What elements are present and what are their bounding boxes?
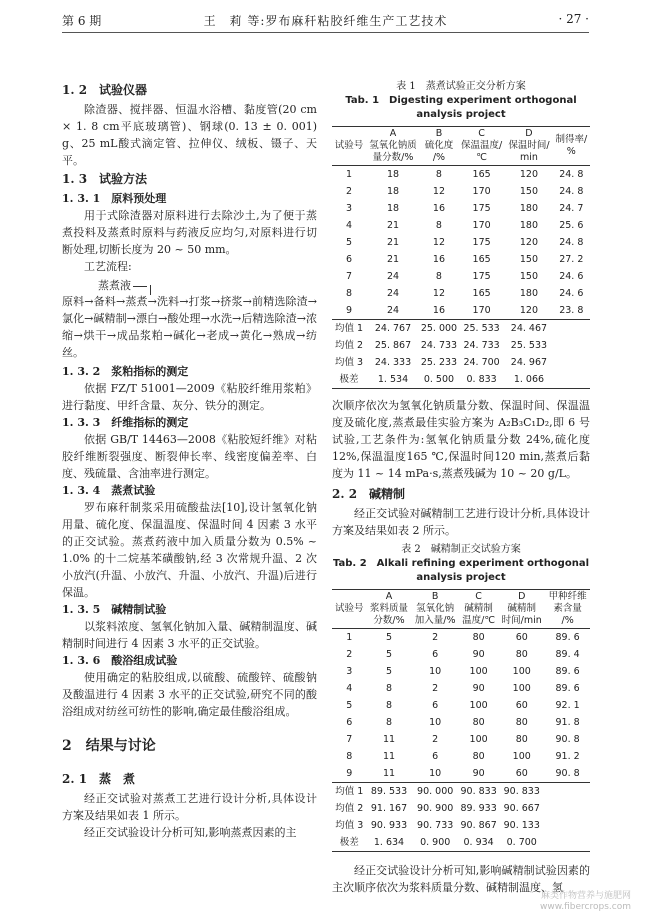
- table-cell: 11: [382, 751, 396, 762]
- table-cell: 120: [519, 169, 538, 180]
- column-header: B 硫化度 /%: [420, 127, 458, 166]
- column-header: A 氢氧化钠质 量分数/%: [366, 127, 420, 166]
- table-cell: 21: [386, 254, 400, 265]
- table-cell: 8: [385, 700, 393, 711]
- table-cell: 8: [385, 717, 393, 728]
- table-cell: [545, 783, 590, 801]
- column-header: 试验号: [332, 590, 367, 629]
- table-cell: 2: [432, 683, 439, 694]
- table-row: [332, 268, 590, 285]
- table-cell: 6: [346, 717, 353, 728]
- table-cell: 0. 500: [420, 371, 458, 389]
- table-cell: 24. 700: [463, 357, 500, 368]
- table-cell: 极差: [332, 371, 366, 389]
- table-row: [332, 697, 590, 714]
- table-cell: 120: [519, 237, 538, 248]
- table-cell: 6: [432, 751, 439, 762]
- table-cell: 89. 533: [367, 783, 412, 801]
- section-1-3-5-heading: 1. 3. 5 碱精制试验: [62, 603, 167, 616]
- column-header: C 保温温度/ ℃: [458, 127, 505, 166]
- table-cell: 均值 3: [334, 357, 364, 368]
- table-row: [332, 166, 590, 184]
- left-column: [62, 80, 317, 841]
- table-cell: 10: [429, 666, 442, 677]
- column-header: D 碱精制 时间/min: [498, 590, 545, 629]
- table-cell: 24. 8: [559, 169, 584, 180]
- table-cell: 90: [472, 649, 485, 660]
- table-cell: 170: [472, 186, 491, 197]
- table-row: [332, 629, 590, 647]
- table-cell: 5: [346, 700, 353, 711]
- table-cell: 92. 1: [555, 700, 580, 711]
- table-cell: 24. 733: [420, 340, 458, 351]
- table-cell: 24. 333: [374, 357, 412, 368]
- watermark-line-1: 麻类作物营养与施肥网: [540, 891, 631, 901]
- table-cell: 8: [435, 271, 442, 282]
- table-cell: 120: [519, 305, 538, 316]
- table-cell: 27. 2: [559, 254, 584, 265]
- right-column: [332, 80, 590, 896]
- article-running-title: 王 莉 等:罗布麻秆粘胶纤维生产工艺技术: [203, 14, 448, 28]
- table-row: [332, 234, 590, 251]
- table-cell: 91. 2: [555, 751, 580, 762]
- table-cell: 2: [432, 632, 439, 643]
- section-2-1-body-1: 经正交试验对蒸煮工艺进行设计分析,具体设计方案及结果如表 1 所示。: [62, 792, 317, 822]
- table-cell: 165: [472, 169, 491, 180]
- table-cell: 175: [472, 237, 491, 248]
- table-cell: 80: [472, 632, 485, 643]
- table-cell: 24. 6: [559, 271, 584, 282]
- table-cell: 180: [519, 203, 538, 214]
- table-cell: 90. 133: [503, 820, 540, 831]
- table-cell: 4: [346, 683, 353, 694]
- summary-row: [332, 371, 590, 389]
- section-2-1-heading: 2. 1 蒸 煮: [62, 772, 136, 786]
- table-cell: [553, 320, 590, 338]
- table-cell: 100: [469, 734, 488, 745]
- table-cell: 175: [472, 271, 491, 282]
- table-cell: 均值 1: [332, 783, 367, 801]
- table-cell: 16: [432, 203, 445, 214]
- table-cell: 2: [432, 734, 439, 745]
- section-1-3-1-heading: 1. 3. 1 原料预处理: [62, 192, 167, 205]
- table-cell: 150: [519, 186, 538, 197]
- table-cell: 165: [472, 254, 491, 265]
- section-1-3-3-heading: 1. 3. 3 纤维指标的测定: [62, 416, 189, 429]
- table-cell: 89. 4: [555, 649, 580, 660]
- table-cell: [545, 800, 590, 817]
- section-2-2-body: 经正交试验对碱精制工艺进行设计分析,具体设计方案及结果如表 2 所示。: [332, 507, 590, 537]
- table-cell: 12: [432, 288, 445, 299]
- table-cell: 90: [472, 768, 485, 779]
- table-cell: 6: [432, 700, 439, 711]
- table-row: [332, 680, 590, 697]
- table-cell: 80: [472, 717, 485, 728]
- table-cell: 11: [382, 768, 396, 779]
- table-row: [332, 748, 590, 765]
- table-cell: 1: [345, 169, 353, 180]
- table-cell: 10: [429, 768, 442, 779]
- table-cell: 24. 967: [510, 357, 548, 368]
- table-1-caption-en-1: Tab. 1 Digesting experiment orthogonal: [345, 95, 577, 106]
- table-row: [332, 183, 590, 200]
- table-cell: 100: [512, 666, 531, 677]
- table-cell: 16: [432, 305, 445, 316]
- section-2-1-body-2: 经正交试验设计分析可知,影响蒸煮因素的主: [84, 826, 297, 839]
- table-cell: 5: [385, 666, 393, 677]
- table-row: [332, 285, 590, 302]
- table-cell: 12: [432, 186, 445, 197]
- table-cell: 6: [345, 254, 353, 265]
- table-cell: 21: [386, 220, 400, 231]
- summary-row: [332, 354, 590, 371]
- table-2-caption-en-1: Tab. 2 Alkali refining experiment orthogonal: [332, 558, 590, 569]
- section-1-2-heading: 1. 2 试验仪器: [62, 83, 148, 97]
- section-2-2-analysis: 经正交试验设计分析可知,影响碱精制试验因素的主次顺序依次为浆料质量分数、碱精制温度、氢: [332, 864, 590, 894]
- table-1-caption-cn: 表 1 蒸煮试验正交分析方案: [396, 81, 526, 92]
- table-cell: 21: [386, 237, 400, 248]
- summary-row: [332, 320, 590, 338]
- table-cell: 均值 1: [332, 320, 366, 338]
- summary-row: [332, 337, 590, 354]
- table-cell: 11: [382, 734, 396, 745]
- table-cell: 90. 000: [411, 783, 459, 801]
- table-cell: [553, 354, 590, 371]
- table-row: [332, 217, 590, 234]
- table-cell: 90. 8: [555, 768, 580, 779]
- column-header: D 保温时间/ min: [505, 127, 552, 166]
- table-cell: 90. 933: [370, 820, 408, 831]
- section-1-3-2-heading: 1. 3. 2 浆粕指标的测定: [62, 365, 189, 378]
- table-cell: 165: [472, 288, 491, 299]
- table-cell: 150: [519, 271, 538, 282]
- table-1-caption-en-2: analysis project: [416, 109, 506, 120]
- table-cell: 80: [515, 734, 528, 745]
- table-cell: [545, 817, 590, 834]
- table-cell: 24: [386, 305, 400, 316]
- section-1-3-6-body: 使用确定的粘胶组成,以硫酸、硫酸锌、硫酸钠及酸温进行 4 因素 3 水平的正交试验,研究不同的酸浴组成对纺丝可纺性的影响,确定最佳酸浴组成。: [62, 671, 317, 718]
- table-cell: 24. 767: [366, 320, 420, 338]
- table-2: [332, 589, 590, 852]
- table-cell: 89. 6: [555, 683, 580, 694]
- table-cell: 8: [385, 683, 393, 694]
- table-cell: 24. 8: [559, 186, 584, 197]
- table-cell: 80: [472, 751, 485, 762]
- section-1-3-2-body: 依据 FZ/T 51001—2009《粘胶纤维用浆粕》进行黏度、甲纤含量、灰分、铁分的测定。: [62, 382, 317, 412]
- table-cell: 3: [346, 666, 353, 677]
- section-1-3-3-body: 依据 GB/T 14463—2008《粘胶短纤维》对粘胶纤维断裂强度、断裂伸长率、线密度偏差率、白度、残硫量、含油率进行测定。: [62, 433, 317, 480]
- table-cell: 2: [346, 649, 353, 660]
- table-cell: 100: [469, 700, 488, 711]
- process-flow: [62, 277, 317, 361]
- section-1-3-4-heading: 1. 3. 4 蒸煮试验: [62, 484, 156, 497]
- table-cell: 8: [346, 751, 353, 762]
- column-header: B 氢氧化钠 加入量/%: [411, 590, 459, 629]
- table-row: [332, 251, 590, 268]
- table-cell: 8: [435, 169, 442, 180]
- section-1-3-heading: 1. 3 试验方法: [62, 172, 148, 186]
- flow-steps: 原料→备料→蒸煮→洗料→打浆→挤浆→前精选除渣→氯化→碱精制→漂白→酸处理→水洗→后精选除渣→浓缩→烘干→成品浆粕→碱化→老成→黄化→熟成→纺丝。: [62, 295, 317, 359]
- table-cell: 89. 933: [460, 803, 497, 814]
- table-cell: 18: [386, 186, 400, 197]
- table-cell: 90. 667: [503, 803, 540, 814]
- table-cell: 1. 534: [366, 371, 420, 389]
- page-number: · 27 ·: [558, 12, 589, 26]
- table-cell: [553, 337, 590, 354]
- table-cell: 6: [432, 649, 439, 660]
- table-cell: 7: [345, 271, 353, 282]
- table-cell: 180: [519, 220, 538, 231]
- table-row: [332, 731, 590, 748]
- table-cell: 24. 8: [559, 237, 584, 248]
- table-cell: 90. 900: [417, 803, 454, 814]
- table-cell: 25. 000: [420, 320, 458, 338]
- table-cell: [545, 834, 590, 852]
- section-1-3-5-body: 以浆料浓度、氢氧化钠加入量、碱精制温度、碱精制时间进行 4 因素 3 水平的正交试验。: [62, 620, 317, 650]
- table-cell: 100: [469, 666, 488, 677]
- section-1-2-body: 除渣器、搅拌器、恒温水浴槽、黏度管(20 cm × 1. 8 cm平底玻璃管)、钢球(0. 13 ± 0. 001) g、25 mL酸式滴定管、拉伸仪、绒板、镊子、天平。: [62, 103, 317, 167]
- table-cell: 3: [345, 203, 353, 214]
- table-cell: 1: [346, 632, 353, 643]
- table-cell: 91. 167: [370, 803, 408, 814]
- summary-row: [332, 800, 590, 817]
- table-cell: 0. 934: [459, 834, 498, 852]
- table-cell: 100: [512, 683, 531, 694]
- table-cell: 均值 3: [335, 820, 364, 831]
- table-cell: 60: [515, 768, 528, 779]
- table-cell: 24: [386, 271, 400, 282]
- table-cell: 1. 066: [505, 371, 552, 389]
- table-cell: 80: [515, 649, 528, 660]
- table-row: [332, 302, 590, 320]
- section-2-1-result: 次顺序依次为氢氧化钠质量分数、保温时间、保温温度及硫化度,蒸煮最佳实验方案为 A₂B₃C₁D₂,即 6 号试验,工艺条件为:氢氧化钠质量分数 24%,硫化度 12%,保温温度165 ℃,保温时间120 min,蒸煮后黏度为 11 ~ 14 mPa·s,蒸煮残碱为 10 ~ 20 g/L。: [332, 399, 590, 480]
- section-1-3-1-body: 用于式除渣器对原料进行去除沙土,为了便于蒸煮投料及蒸煮时原料与药液反应均匀,对原料进行切断处理,切断长度为 20 ~ 50 mm。: [62, 209, 317, 256]
- table-cell: 12: [432, 237, 445, 248]
- process-flow-intro: 工艺流程:: [84, 260, 132, 273]
- summary-row: [332, 783, 590, 801]
- table-cell: 0. 900: [411, 834, 459, 852]
- table-cell: 9: [346, 768, 353, 779]
- watermark: [540, 891, 631, 913]
- table-cell: 150: [519, 254, 538, 265]
- column-header: 甲种纤维 素含量 /%: [545, 590, 590, 629]
- table-cell: 5: [345, 237, 353, 248]
- column-header: 试验号: [332, 127, 366, 166]
- table-cell: 24: [386, 288, 400, 299]
- table-2-caption-cn: 表 2 碱精制正交试验方案: [401, 544, 521, 555]
- summary-row: [332, 834, 590, 852]
- table-cell: 89. 6: [555, 632, 580, 643]
- table-cell: 175: [472, 203, 491, 214]
- table-cell: 90: [472, 683, 485, 694]
- column-header: 制得率/ %: [553, 127, 590, 166]
- section-1-3-6-heading: 1. 3. 6 酸浴组成试验: [62, 654, 178, 667]
- table-cell: 90. 733: [417, 820, 454, 831]
- table-cell: 90. 833: [459, 783, 498, 801]
- section-2-heading: 2 结果与讨论: [62, 738, 156, 754]
- column-header: C 碱精制 温度/℃: [459, 590, 498, 629]
- table-cell: 1. 634: [367, 834, 412, 852]
- table-2-caption-en-2: analysis project: [416, 572, 506, 583]
- table-row: [332, 663, 590, 680]
- table-cell: 89. 6: [555, 666, 580, 677]
- running-header: [62, 10, 589, 33]
- table-row: [332, 765, 590, 783]
- table-row: [332, 646, 590, 663]
- table-cell: 9: [345, 305, 353, 316]
- column-header: A 浆料质量 分数/%: [367, 590, 412, 629]
- table-cell: 8: [345, 288, 353, 299]
- table-cell: 10: [429, 717, 442, 728]
- section-2-2-heading: 2. 2 碱精制: [332, 487, 406, 501]
- watermark-line-2: www.fibercrops.com: [540, 902, 631, 912]
- table-cell: 170: [472, 220, 491, 231]
- table-cell: 60: [515, 700, 528, 711]
- table-cell: [553, 371, 590, 389]
- table-cell: 25. 533: [510, 340, 548, 351]
- table-cell: 0. 833: [458, 371, 505, 389]
- table-cell: 180: [519, 288, 538, 299]
- table-cell: 均值 2: [334, 340, 364, 351]
- table-cell: 25. 533: [458, 320, 505, 338]
- table-1: [332, 126, 590, 389]
- table-cell: 24. 733: [463, 340, 500, 351]
- table-cell: 4: [345, 220, 353, 231]
- table-row: [332, 714, 590, 731]
- flow-cooking-liquor: 蒸煮液: [98, 279, 131, 292]
- table-cell: 0. 700: [498, 834, 545, 852]
- table-cell: 90. 833: [498, 783, 545, 801]
- table-cell: 24. 6: [559, 288, 584, 299]
- table-cell: 25. 6: [559, 220, 584, 231]
- table-cell: 90. 867: [460, 820, 497, 831]
- table-cell: 7: [346, 734, 353, 745]
- table-cell: 5: [385, 632, 393, 643]
- table-cell: 极差: [332, 834, 367, 852]
- table-cell: 60: [515, 632, 528, 643]
- section-1-3-4-body: 罗布麻秆制浆采用硫酸盐法[10],设计氢氧化钠用量、硫化度、保温温度、保温时间 4 因素 3 水平的正交试验。蒸煮药液中加入质量分数为 0.5% ~ 1.0% 的十二烷基苯磺酸钠,经 3 次常规升温、2 次小放汽(升温、小放汽、升温、小放汽、升温)后进行保温。: [62, 501, 317, 599]
- table-cell: 170: [472, 305, 491, 316]
- table-cell: 均值 2: [335, 803, 364, 814]
- table-cell: 18: [386, 203, 400, 214]
- table-cell: 25. 233: [420, 357, 458, 368]
- table-cell: 100: [512, 751, 531, 762]
- table-cell: 91. 8: [555, 717, 580, 728]
- table-row: [332, 200, 590, 217]
- table-cell: 24. 467: [505, 320, 552, 338]
- table-cell: 90. 8: [555, 734, 580, 745]
- table-cell: 24. 7: [559, 203, 584, 214]
- table-cell: 16: [432, 254, 445, 265]
- table-cell: 2: [345, 186, 353, 197]
- table-cell: 23. 8: [559, 305, 584, 316]
- table-cell: 8: [435, 220, 442, 231]
- table-cell: 25. 867: [374, 340, 412, 351]
- table-cell: 5: [385, 649, 393, 660]
- table-cell: 80: [515, 717, 528, 728]
- issue-number: 第 6 期: [62, 14, 102, 28]
- table-cell: 18: [386, 169, 400, 180]
- summary-row: [332, 817, 590, 834]
